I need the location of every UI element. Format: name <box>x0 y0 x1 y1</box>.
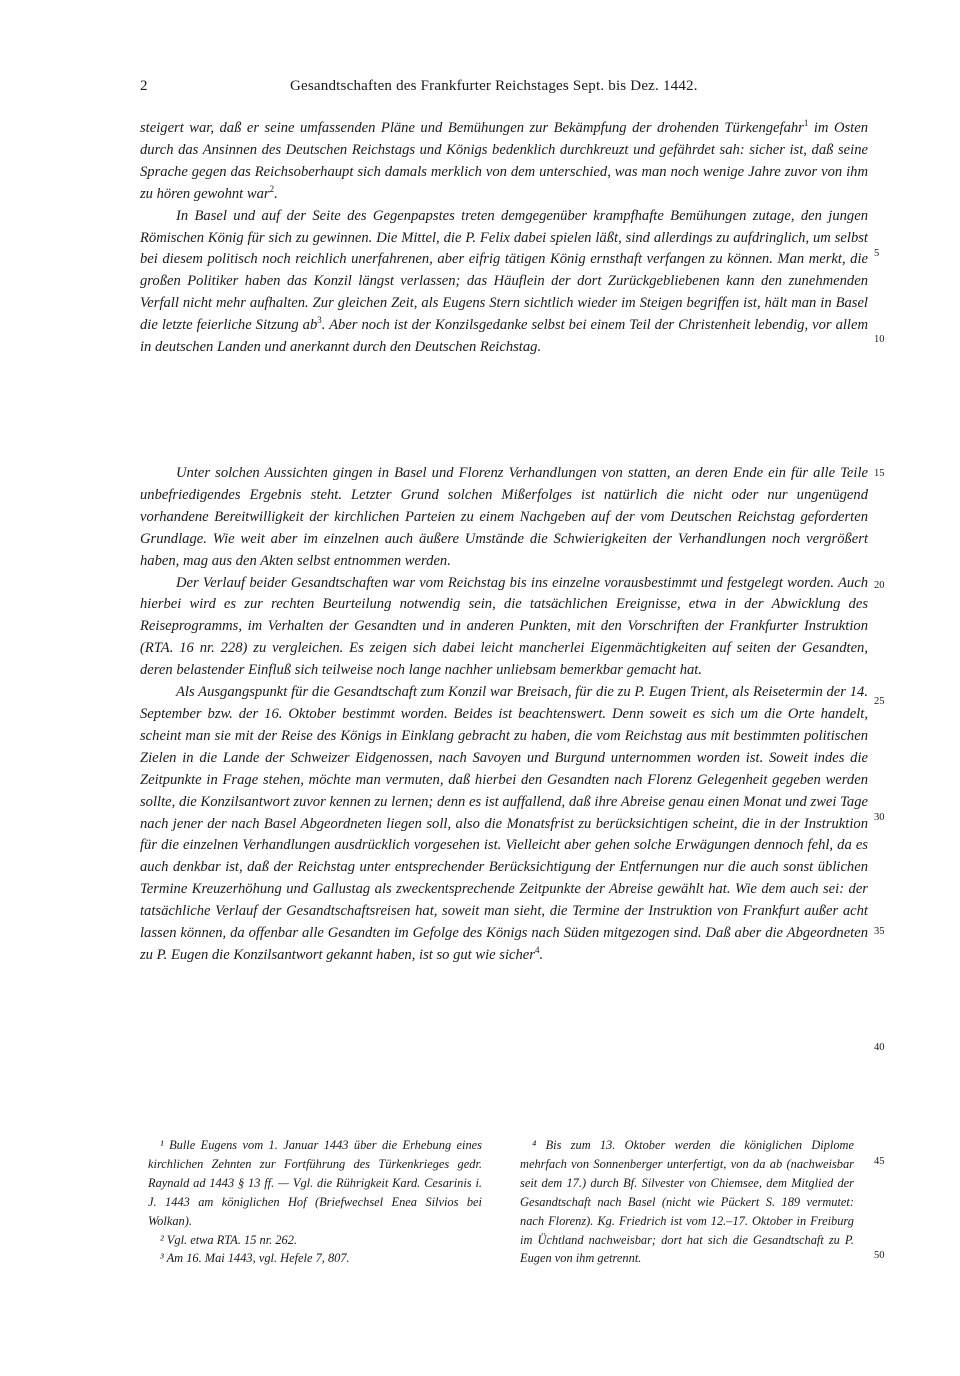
paragraph-text: Der Verlauf beider Gesandtschaften war vom Reichstag bis ins einzelne vorausbestimmt und festgelegt worden. Auch hierbei wird es zur rechten Beurteilung notwendig sein, die tatsächlichen Ereignisse, etwa in der Abwicklung des Reiseprogramms, im Verhalten der Gesandten und in anderen Punkten, mit den Vorschriften der Frankfurter Instruktion (RTA. 16 nr. 228) zu vergleichen. Es zeigen sich dabei leicht mancherlei Eigenmächtigkeiten auf seiten der Gesandten, deren belastender Einfluß sich teilweise noch lange nachher unliebsam bemerkbar gemacht hat. <box>140 574 868 679</box>
paragraph-5 <box>140 682 868 967</box>
line-number: 50 <box>874 1250 885 1261</box>
paragraph-text: In Basel und auf der Seite des Gegenpapstes treten demgegenüber krampfhafte Bemühungen zutage, den jungen Römischen König für sich zu gewinnen. Die Mittel, die P. Felix dabei spielen läßt, sind allerdings zu aufdringlich, um selbst bei diesem politisch noch reichlich unerfahrenen, aber eifrig tätigen König ernsthaft verfangen zu können. Man merkt, die großen Politiker haben das Konzil längst verlassen; das Häuflein der dort Zurückgebliebenen kann den zunehmenden Verfall nicht mehr aufhalten. Zur gleichen Zeit, als Eugens Stern sichtlich wieder im Steigen begriffen ist, hält man in Basel die letzte feierliche Sitzung ab <box>140 207 868 334</box>
main-text-section-1 <box>140 118 868 359</box>
line-number: 40 <box>874 1042 885 1053</box>
footnote-3: ³ Am 16. Mai 1443, vgl. Hefele 7, 807. <box>160 1251 350 1266</box>
footnote-ref-1: 1 <box>803 118 809 129</box>
footnote-4: ⁴ Bis zum 13. Oktober werden die königlichen Diplome mehrfach von Sonnenberger unterfertigt, von da ab (nachweisbar seit dem 17.) durch Bf. Silvester von Chiemsee, dem Mitglied der Gesandtschaft nach Basel (nicht wie Pückert S. 189 vermutet: nach Florenz). Kg. Friedrich ist vom 12.–17. Oktober in Freiburg im Üchtland nachweisbar; dort hat sich die Gesandtschaft zu P. Eugen von ihm getrennt. <box>520 1138 854 1266</box>
line-number: 15 <box>874 468 885 479</box>
paragraph-1 <box>140 118 868 206</box>
page-number: 2 <box>140 78 148 94</box>
footnote-ref-2: 2 <box>269 183 275 194</box>
footnote-ref-3: 3 <box>317 315 322 326</box>
line-number: 20 <box>874 580 885 591</box>
footnotes-right-column <box>520 1136 854 1268</box>
paragraph-text: . Aber noch ist der Konzilsgedanke selbst bei einem Teil der Christenheit lebendig, vor allem in deutschen Landen und anerkannt durch den Deutschen Reichstag. <box>140 317 868 356</box>
paragraph-2 <box>140 206 868 359</box>
footnotes-left-column <box>148 1136 482 1268</box>
main-text-section-2 <box>140 463 868 967</box>
footnote-1: ¹ Bulle Eugens vom 1. Januar 1443 über die Erhebung eines kirchlichen Zehnten zur Fortführung des Türkenkrieges gedr. Raynald ad 1443 § 13 ff. — Vgl. die Rührigkeit Kard. Cesarinis i. J. 1443 am königlichen Hof (Briefwechsel Enea Silvios bei Wolkan). <box>148 1138 482 1228</box>
paragraph-4 <box>140 573 868 683</box>
paragraph-3 <box>140 463 868 573</box>
paragraph-text: im Osten durch das Ansinnen des Deutschen Reichstags und Königs bedenklich durchkreuzt und gefährdet sah: sicher ist, daß seine Sprache gegen das Reichsoberhaupt sich damals merklich von dem unterschied, was man noch wenige Jahre zuvor von ihm zu hören gewohnt war <box>140 120 868 202</box>
line-number: 10 <box>874 334 885 345</box>
paragraph-text: . <box>274 185 278 202</box>
footnote-ref-4: 4 <box>534 945 540 956</box>
line-number: 5 <box>874 248 880 259</box>
footnote-2: ² Vgl. etwa RTA. 15 nr. 262. <box>160 1232 298 1247</box>
paragraph-text: . <box>539 946 544 963</box>
line-number: 25 <box>874 696 885 707</box>
line-number: 45 <box>874 1156 885 1167</box>
page-header <box>140 78 860 100</box>
line-number: 30 <box>874 812 885 823</box>
paragraph-text: Unter solchen Aussichten gingen in Basel und Florenz Verhandlungen von statten, an deren Ende ein für alle Teile unbefriedigendes Ergebnis steht. Letzter Grund solchen Mißerfolges ist natürlich die nicht oder nur ungenügend vorhandene Bereitwilligkeit der kirchlichen Parteien zu einem Nachgeben auf der vom Deutschen Reichstag geforderten Grundlage. Wie weit aber im einzelnen auch äußere Umstände die Schwierigkeiten der Verhandlungen noch vergrößert haben, mag aus den Akten selbst entnommen werden. <box>140 465 868 569</box>
running-title: Gesandtschaften des Frankfurter Reichstages Sept. bis Dez. 1442. <box>290 78 698 94</box>
paragraph-text: Als Ausgangspunkt für die Gesandtschaft zum Konzil war Breisach, für die zu P. Eugen Trient, als Reisetermin der 14. September bzw. der 16. Oktober bestimmt worden. Beides ist beachtenswert. Denn soweit es sich um die Orte handelt, scheint man sie mit der Reise des Königs in Einklang gebracht zu haben, die vom Reichstag aus mit bestimmten politischen Zielen in die Lande der Schweizer Eidgenossen, nach Savoyen und Burgund unternommen worden ist. Soweit indes die Zeitpunkte in Frage stehen, möchte man vermuten, daß hierbei den Gesandten nach Florenz Gelegenheit gegeben werden sollte, die Konzilsantwort zuvor kennen zu lernen; denn es ist auffallend, daß ihre Abreise genau einen Monat und zwei Tage nach jener der nach Basel Abgeordneten liegen soll, also die Monatsfrist zu berücksichtigen scheint, die in der Instruktion für die einzelnen Verhandlungen ausdrücklich vorgesehen ist. Vielleicht aber gehen solche Erwägungen dennoch fehl, da es auch denkbar ist, daß der Reichstag unter entsprechender Berücksichtigung der Entfernungen nur die auch sonst üblichen Termine Kreuzerhöhung und Gallustag als zweckentsprechende Zeitpunkte der Abreise gewählt hat. Wie dem auch sei: der tatsächliche Verlauf der Gesandtschaftsreisen hat, soweit man sieht, die Termine der Instruktion von Frankfurt außer acht lassen können, da offenbar alle Gesandten im Gefolge des Königs nach Süden mitgezogen sind. Daß aber die Abgeordneten zu P. Eugen die Konzilsantwort gekannt haben, ist so gut wie sicher <box>140 684 868 963</box>
paragraph-text: steigert war, daß er seine umfassenden Pläne und Bemühungen zur Bekämpfung der drohenden Türkengefahr <box>140 120 804 136</box>
line-number: 35 <box>874 926 885 937</box>
